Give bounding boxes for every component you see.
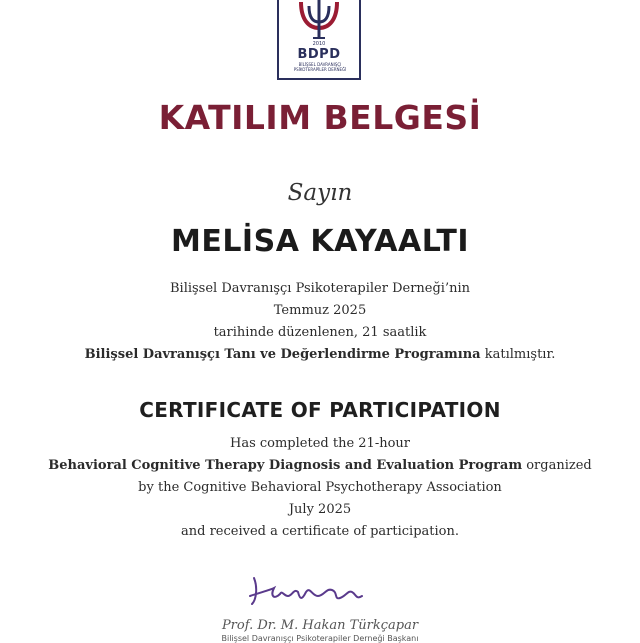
en-program-name: Behavioral Cognitive Therapy Diagnosis and Evaluation Program <box>48 458 523 473</box>
recipient-name: MELİSA KAYAALTI <box>170 224 470 259</box>
en-line-received: and received a certificate of participation. <box>181 524 459 539</box>
logo-abbreviation: BDPD <box>297 47 341 62</box>
tr-line-program <box>0 347 640 362</box>
en-line-association: by the Cognitive Behavioral Psychotherapy Association <box>138 480 502 495</box>
tr-program-name: Bilişsel Davranışçı Tanı ve Değerlendirme Programına <box>84 347 481 362</box>
signatory-name: Prof. Dr. M. Hakan Türkçapar <box>221 618 419 633</box>
en-line-date: July 2025 <box>288 502 352 517</box>
handwritten-signature <box>240 566 380 610</box>
association-logo <box>277 0 361 80</box>
psi-emblem-icon <box>279 0 359 42</box>
salutation: Sayın <box>287 180 353 206</box>
signatory-role: Bilişsel Davranışçı Psikoterapiler Derneği Başkanı <box>221 634 419 643</box>
logo-year: 2010 <box>312 41 326 47</box>
certificate-title-english: CERTIFICATE OF PARTICIPATION <box>139 398 501 422</box>
tr-line-date: Temmuz 2025 <box>273 303 367 318</box>
logo-subtitle-line-1: BİLİŞSEL DAVRANIŞÇI <box>298 62 342 67</box>
tr-program-suffix: katılmıştır. <box>484 347 556 362</box>
en-program-suffix: organized <box>526 458 592 473</box>
tr-line-association: Bilişsel Davranışçı Psikoterapiler Derneği’nin <box>169 281 470 296</box>
en-line-program <box>0 458 640 473</box>
tr-line-duration: tarihinde düzenlenen, 21 saatlik <box>213 325 427 340</box>
certificate-title-turkish: KATILIM BELGESİ <box>158 98 482 137</box>
en-line-completed: Has completed the 21-hour <box>229 436 410 451</box>
logo-subtitle-line-2: PSİKOTERAPİLER DERNEĞİ <box>293 67 347 72</box>
